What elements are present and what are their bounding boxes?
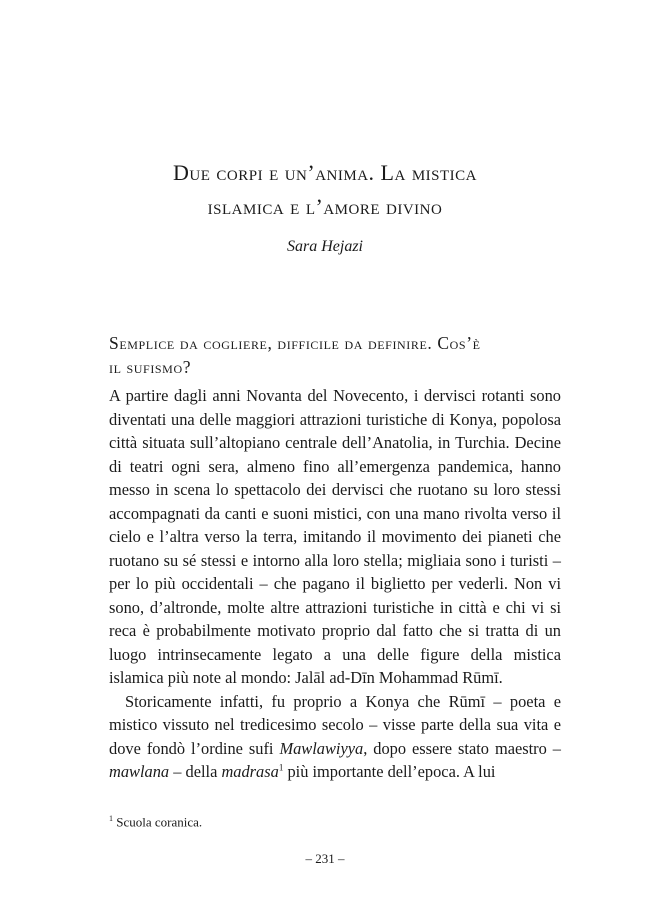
page-number: – 231 – (305, 851, 345, 866)
section-heading-line-2: il sufismo? (109, 357, 192, 377)
paragraph-2 (109, 690, 561, 784)
footnote (109, 814, 202, 830)
body-text (109, 384, 561, 784)
chapter-title (95, 156, 555, 224)
title-term: mawlana (109, 762, 170, 781)
paragraph-2-part-1: Storicamente infatti, fu proprio a Konya che Rūmī – poeta e mistico vissuto nel tredicesimo secolo – visse parte della sua vita e dove fondò l’ordine sufi (109, 691, 561, 758)
footnote-marker: 1 (109, 814, 113, 823)
paragraph-1: A partire dagli anni Novanta del Novecento, i dervisci rotanti sono diventati una delle maggiori attrazioni turistiche di Konya, popolosa città situata sull’altopiano centrale dell’Anatolia, in Turchia. Decine di teatri ogni sera, almeno fino all’emergenza pandemica, hanno messo in scena lo spettacolo dei dervisci che ruotano su loro stessi accompagnati da canti e suoni mistici, con una mano rivolta verso il cielo e l’altra verso la terra, imitando il movimento dei pianeti che ruotano su sé stessi e intorno alla loro stella; migliaia sono i turisti – per lo più occidentali – che pagano il biglietto per vederli. Non vi sono, d’altronde, molte altre attrazioni turistiche in città e chi vi si reca è probabilmente motivato proprio dal fatto che si tratta di un luogo intrinsecamente legato a una delle figure della mistica islamica più note al mondo: Jalāl ad-Dīn Mohammad Rūmī. (109, 386, 561, 687)
chapter-author: Sara Hejazi (287, 238, 363, 255)
chapter-title-line-2: islamica e l’amore divino (207, 194, 443, 219)
paragraph-2-part-2: , dopo essere stato maestro – (363, 738, 561, 758)
paragraph-2-part-3: – della (169, 762, 222, 781)
footnote-text: Scuola coranica. (116, 814, 203, 830)
footnote-reference[interactable]: 1 (278, 762, 284, 773)
section-heading-line-1: Semplice da cogliere, difficile da definire. Cos’è (109, 333, 481, 353)
school-term: madrasa (221, 762, 279, 781)
paragraph-2-part-4: più importante dell’epoca. A lui (283, 762, 496, 781)
order-name: Mawlawiyya (279, 738, 364, 758)
chapter-title-line-1: Due corpi e un’anima. La mistica (173, 160, 477, 185)
section-heading (109, 331, 559, 379)
